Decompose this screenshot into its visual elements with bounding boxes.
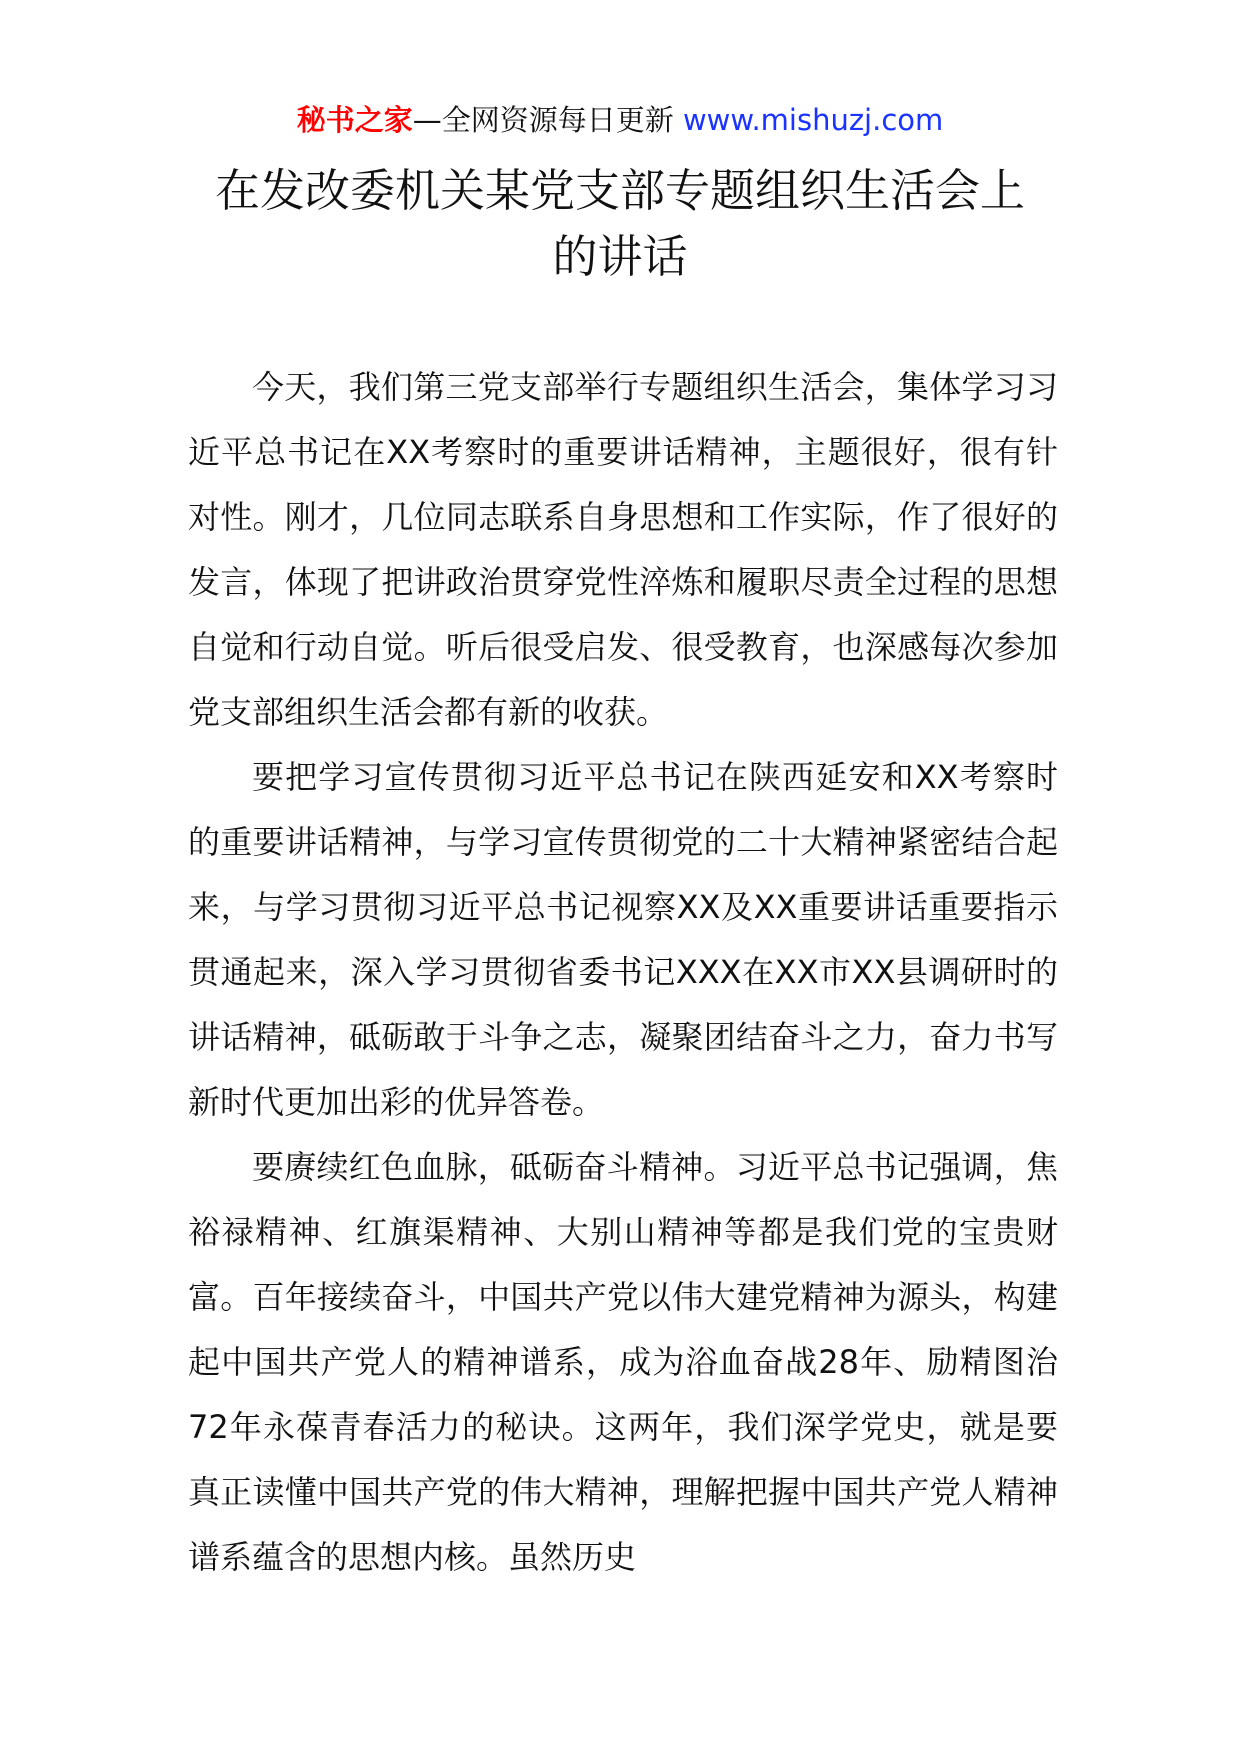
site-header: [0, 100, 1240, 140]
brand-name: 秘书之家: [296, 103, 413, 137]
document-body: [188, 355, 1058, 1590]
site-url[interactable]: www.mishuzj.com: [682, 103, 944, 137]
title-line-1: 在发改委机关某党支部专题组织生活会上: [214, 164, 1025, 217]
paragraph-3: 要赓续红色血脉，砥砺奋斗精神。习近平总书记强调，焦裕禄精神、红旗渠精神、大别山精神等都是我们党的宝贵财富。百年接续奋斗，中国共产党以伟大建党精神为源头，构建起中国共产党人的精神谱系，成为浴血奋战28年、励精图治72年永葆青春活力的秘诀。这两年，我们深学党史，就是要真正读懂中国共产党的伟大精神，理解把握中国共产党人精神谱系蕴含的思想内核。虽然历史: [188, 1148, 1058, 1576]
paragraph-1: 今天，我们第三党支部举行专题组织生活会，集体学习习近平总书记在XX考察时的重要讲话精神，主题很好，很有针对性。刚才，几位同志联系自身思想和工作实际，作了很好的发言，体现了把讲政治贯穿党性淬炼和履职尽责全过程的思想自觉和行动自觉。听后很受启发、很受教育，也深感每次参加党支部组织生活会都有新的收获。: [188, 368, 1058, 731]
document-title: [150, 158, 1090, 290]
title-line-2: 的讲话: [552, 230, 688, 283]
paragraph-2: 要把学习宣传贯彻习近平总书记在陕西延安和XX考察时的重要讲话精神，与学习宣传贯彻党的二十大精神紧密结合起来，与学习贯彻习近平总书记视察XX及XX重要讲话重要指示贯通起来，深入学习贯彻省委书记XXX在XX市XX县调研时的讲话精神，砥砺敢于斗争之志，凝聚团结奋斗之力，奋力书写新时代更加出彩的优异答卷。: [188, 758, 1058, 1121]
header-slogan: —全网资源每日更新: [412, 103, 674, 137]
